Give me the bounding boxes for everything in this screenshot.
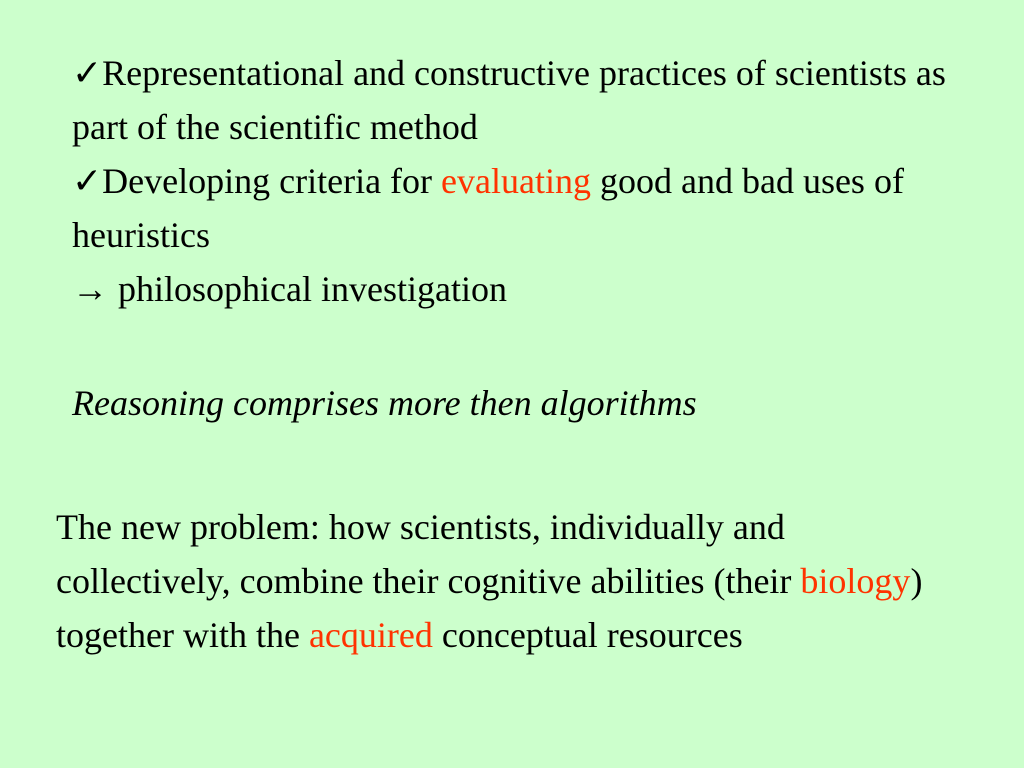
arrow-line-text: philosophical investigation <box>118 269 507 309</box>
bullet-text-before: Developing criteria for <box>102 161 442 201</box>
problem-text-2: ) together with the <box>56 561 923 655</box>
bullet-item-practices <box>72 46 972 154</box>
problem-paragraph <box>56 500 956 662</box>
arrow-line <box>72 262 972 316</box>
bullet-text: Representational and constructive practices of scientists as part of the scientific method <box>72 53 946 147</box>
problem-text-1: The new problem: how scientists, individually and collectively, combine their cognitive abilities (their <box>56 507 801 601</box>
right-arrow-icon: → <box>72 269 108 309</box>
bullet-item-criteria <box>72 154 972 262</box>
checkmark-icon: ✓ <box>72 161 103 201</box>
highlight-acquired: acquired <box>308 615 433 655</box>
highlight-evaluating: evaluating <box>441 161 591 201</box>
italic-statement: Reasoning comprises more then algorithms <box>72 383 697 423</box>
checkmark-icon: ✓ <box>72 53 103 93</box>
bullet-list <box>72 46 972 316</box>
highlight-biology: biology <box>800 561 911 601</box>
bullet-text-after: good and bad uses of heuristics <box>72 161 904 255</box>
problem-text-3: conceptual resources <box>432 615 743 655</box>
